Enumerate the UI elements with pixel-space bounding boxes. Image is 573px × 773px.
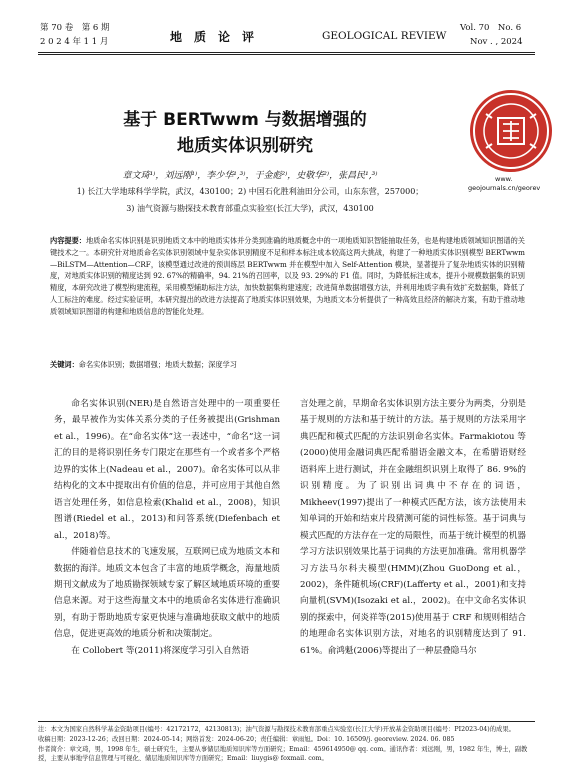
affiliation-line1: 1) 长江大学地球科学学院，武汉，430100；2) 中国石化胜利油田分公司，山东东营，257000；	[76, 187, 424, 196]
journal-title-en: GEOLOGICAL REVIEW	[322, 30, 447, 42]
left-column	[54, 396, 280, 659]
body-paragraph: 在 Collobert 等(2011)将深度学习引入自然语	[71, 645, 249, 656]
keywords-label: 关键词：	[50, 360, 79, 369]
body-paragraph: 言处理之前，早期命名实体识别方法主要分为两类，分别是基于规则的方法和基于统计的方法。基于规则的方法采用字典匹配和模式匹配的方法识别命名实体。Farmakiotou 等(2000)使用金融词典匹配希腊语金融文本，在希腊语财经语料库上进行测试，并在金融组织识别上取得了 86. 9%的识别精度。为了识别出词典中不存在的词语，Mikheev(1997)提出了一种模式匹配方法，该方法使用未知单词的开始和结束片段猜测可能的词性标签。基于词典与模式匹配的方法存在一定的局限性，而基于统计模型的机器学习方法识别效果比基于词典的方法更加准确。常用机器学习方法马尔科夫模型(HMM)(Zhou GuoDong et al.，2002)，条件随机场(CRF)(Lafferty et al.，2001)和支持向量机(SVM)(Isozaki et al.，2002)。在中文命名实体识别的探索中，何炎祥等(2015)使用基于 CRF 和规则相结合的地理命名实体识别方法，对地名的识别精度达到了 91. 61%。俞鸿魁(2006)等提出了一种层叠隐马尔	[300, 399, 526, 656]
paper-title-line1: 基于 BERTwwm 与数据增强的	[123, 110, 367, 130]
journal-seal-logo	[470, 90, 552, 172]
keywords-text: 命名实体识别；数据增强；地质大数据；深度学习	[78, 360, 237, 369]
date-cn: 2 0 2 4 年 1 1 月	[40, 37, 109, 47]
body-paragraph: 伴随着信息技术的飞速发展，互联网已成为地质文本和数据的海洋。地质文本包含了丰富的地质学概念，海量地质期刊文献成为了地质勘探领域专家了解区域地质环境的重要信息来源。对于这些海量文本中的地质命名实体进行准确识别，有助于帮助地质专家更快速与准确地获取文献中的地质信息，促进更高效的地质分析和决策制定。	[54, 547, 280, 640]
footnote-authors: 作者简介：章文琦，男，1998 年生，硕士研究生，主要从事储层地质知识库等方面研究；Email：459614950@ qq. com。通讯作者：刘远刚，男，1982 年生，博士，副教授，主要从事地学信息管理与可视化、储层地质知识库等方面研究；Email：liuygis@ foxmail. com。	[38, 745, 528, 763]
header-rule	[38, 52, 535, 53]
header-rule-thin	[38, 54, 535, 55]
footnote-funding: 注：本文为国家自然科学基金资助项目(编号：42172172，42130813)；油气资源与勘探技术教育部重点实验室(长江大学)开放基金资助项目(编号：PI2023-04)的成果。	[38, 726, 515, 733]
volume-issue-cn: 第 70 卷 第 6 期	[40, 23, 110, 33]
journal-title-cn: 地 质 论 评	[170, 30, 255, 44]
site-url[interactable]: geojournals.cn/georev	[468, 184, 541, 192]
abstract-label: 内容提要：	[50, 236, 86, 245]
site-www: www.	[495, 175, 513, 183]
right-column	[300, 396, 526, 659]
volume-issue-en: Vol. 70 No. 6	[460, 23, 522, 33]
abstract	[50, 235, 525, 318]
abstract-text: 地质命名实体识别是识别地质文本中的地质实体并分类到准确的地质概念中的一项地质知识智能抽取任务，也是构建地质领域知识图谱的关键技术之一。本研究针对地质命名实体识别领域中复杂实体识别精度不足和样本标注成本较高这两大挑战，构建了一种地质实体识别模型 BERTwwm—BiLSTM—Attention—CRF，该模型通过改进的预训练层 BERTwwm 并在模型中加入 Self-Attention 模块，显著提升了复杂地质实体的识别精度，对地质实体识别的精度达到 92. 67%的精确率，94. 21%的召回率，以及 93. 29%的 F1 值。同时，为降低标注成本，提升小规模数据集的识别精度，本研究改进了模型构建流程，采用模型辅助标注方法，加快数据集构建速度；改进简单数据增强方法，并利用地质字典有效扩充数据集，降低了人工标注的难度。经过实验证明，本研究提出的改进方法提高了地质实体识别效果，为地质文本分析提供了一种高效且经济的解决方案，有助于推动地质领域知识图谱的构建和地质信息的智能化处理。	[50, 236, 525, 316]
footnote-rule	[38, 721, 535, 722]
affiliation-line2: 3) 油气资源与勘探技术教育部重点实验室(长江大学)，武汉，430100	[126, 204, 374, 213]
seal-emblem	[470, 90, 552, 172]
body-paragraph: 命名实体识别(NER)是自然语言处理中的一项重要任务，最早被作为实体关系分类的子任务被提出(Grishman et al.，1996)。在“命名实体”这一表述中，“命名”这一词汇的目的是将识别任务专门限定在那些有一个或者多个严格边界的实体上(Nadeau et al.，2007)。命名实体可以从非结构化的文本中提取出有价值的信息，并可应用于其他自然语言处理任务，如信息检索(Khalid et al.，2008)，知识图谱(Riedel et al.，2013)和问答系统(Diefenbach et al.，2018)等。	[54, 399, 280, 541]
paper-title-line2: 地质实体识别研究	[177, 136, 313, 156]
keywords	[50, 360, 237, 370]
footnotes	[38, 725, 538, 764]
date-en: Nov . , 2024	[470, 37, 523, 47]
footnote-dates: 收稿日期：2023-12-26；改回日期：2024-05-14；网络首发：2024-06-20；责任编辑：章雨旭。Doi：10. 16509/j. georeview. 2024. 06. 085	[38, 735, 455, 743]
author-list: 章文琦¹⁾，刘远刚¹⁾，李少华¹,³⁾，于金彪²⁾，史敬华²⁾，张昌民¹,³⁾	[122, 171, 378, 181]
